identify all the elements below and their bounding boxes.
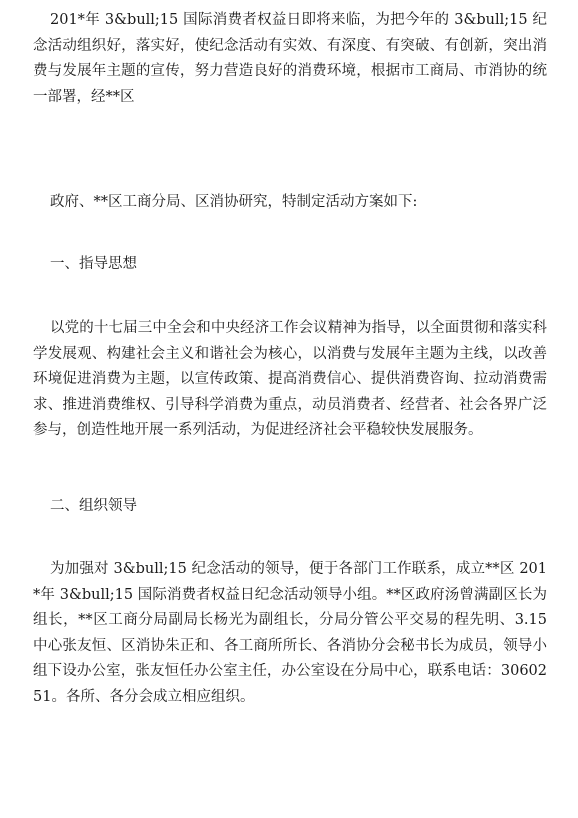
section-paragraph-guiding-ideology: 以党的十七届三中全会和中央经济工作会议精神为指导，以全面贯彻和落实科学发展观、构建社会主义和谐社会为核心，以消费与发展年主题为主线，以改善环境促进消费为主题，以宣传政策、提高消费信心、提供消费咨询、拉动消费需求、推进消费维权、引导科学消费为重点，动员消费者、经营者、社会各界广泛参与，创造性地开展一系列活动，为促进经济社会平稳较快发展服务。 (33, 320, 547, 438)
section-heading-guiding-ideology: 一、指导思想 (50, 256, 137, 272)
section-paragraph-organization-leadership: 为加强对 3&bull;15 纪念活动的领导，便于各部门工作联系，成立**区 201*年 3&bull;15 国际消费者权益日纪念活动领导小组。**区政府汤曾满副区长为组长，**区工商分局副局长杨光为副组长，分局分管公平交易的程先明、3.15 中心张友恒、区消协朱正和、各工商所所长、各消协分会秘书长为成员，领导小组下设办公室，张友恒任办公室主任，办公室设在分局中心，联系电话：3060251。各所、各分会成立相应组织。 (33, 561, 547, 705)
intro-continuation-paragraph: 政府、**区工商分局、区消协研究，特制定活动方案如下: (50, 194, 418, 210)
section-heading-organization-leadership: 二、组织领导 (50, 498, 137, 514)
intro-paragraph: 201*年 3&bull;15 国际消费者权益日即将来临，为把今年的 3&bull;15 纪念活动组织好，落实好，使纪念活动有实效、有深度、有突破、有创新，突出消费与发展年主题的宣传，努力营造良好的消费环境，根据市工商局、市消协的统一部署，经**区 (33, 12, 547, 105)
